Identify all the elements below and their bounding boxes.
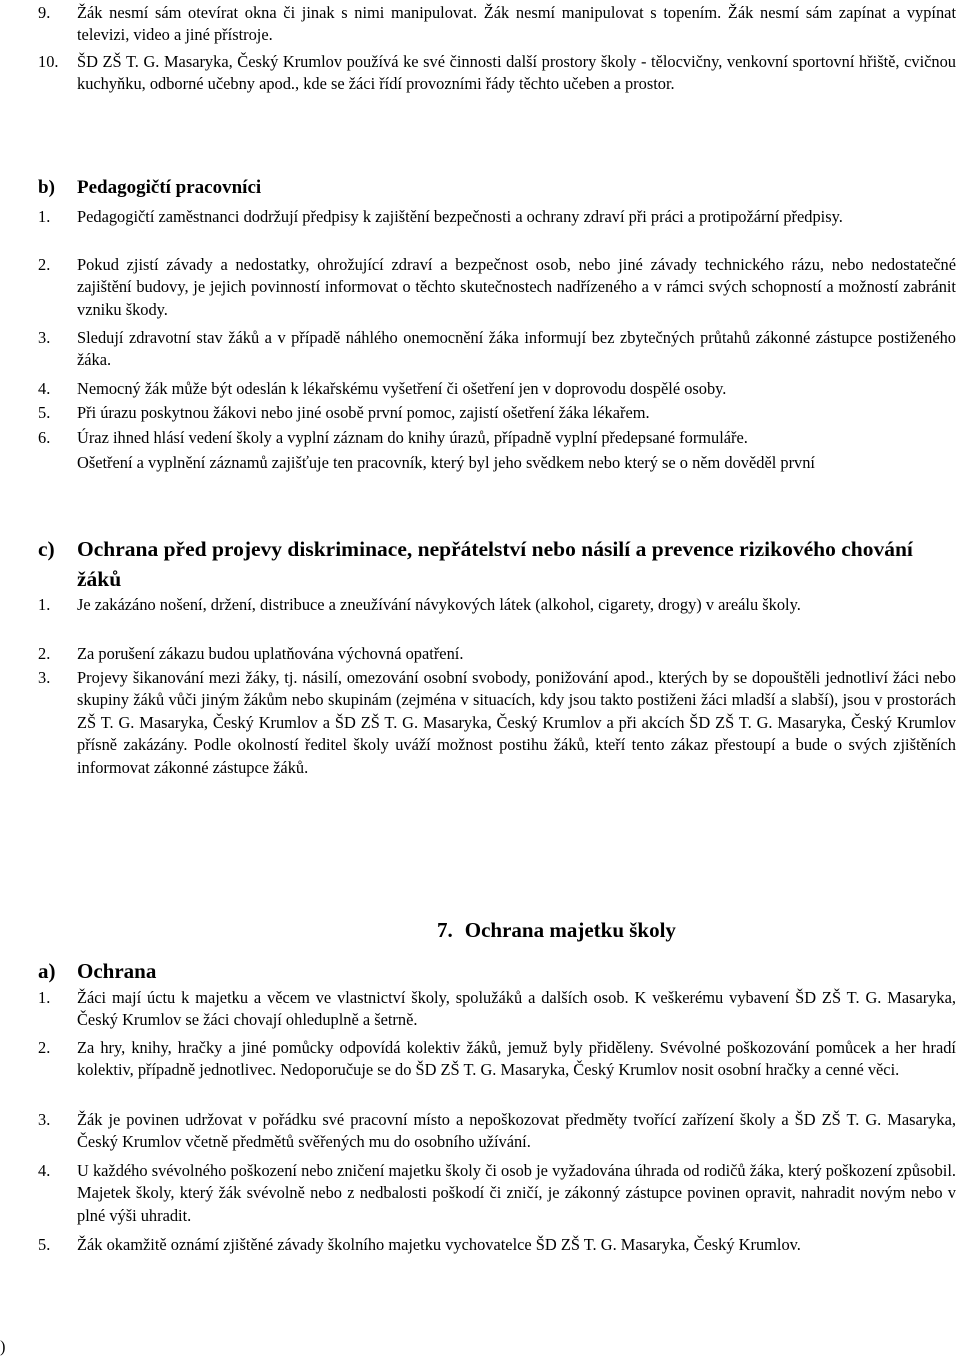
list-item-9: [38, 2, 956, 47]
item-text: Za porušení zákazu budou uplatňována výchovná opatření.: [77, 644, 464, 663]
section-title: Ochrana: [77, 959, 157, 983]
list-item-10: [38, 51, 956, 96]
item-text: Je zakázáno nošení, držení, distribuce a zneužívání návykových látek (alkohol, cigarety, drogy) v areálu školy.: [77, 595, 801, 614]
list-item: [38, 987, 956, 1032]
item-text: U každého svévolného poškození nebo zničení majetku školy či osob je vyžadována úhrada od rodičů žáka, který poškození způsobil. Majetek školy, který žák svévolně nebo z nedbalosti poškodí či zničí, je zákonný zástupce povinen opravit, nahradit novým nebo v plné výši uhradit.: [77, 1161, 956, 1225]
list-item: [38, 402, 956, 424]
item-number: 3.: [38, 1110, 51, 1129]
item-number: 5.: [38, 403, 51, 422]
list-item: [38, 1160, 956, 1227]
chapter-title: Ochrana majetku školy: [464, 918, 676, 942]
item-text: Při úrazu poskytnou žákovi nebo jiné osobě první pomoc, zajistí ošetření žáka lékařem.: [77, 403, 650, 422]
chapter-number: 7.: [437, 918, 453, 942]
section-c-heading: [38, 534, 956, 594]
list-item: [38, 427, 956, 449]
section-letter: a): [38, 959, 56, 983]
item-number: 2.: [38, 1038, 51, 1057]
item-number: 1.: [38, 988, 51, 1007]
list-item: [38, 1234, 956, 1256]
list-item: [38, 206, 956, 228]
item-number: 2.: [38, 255, 51, 274]
item-number: 3.: [38, 668, 51, 687]
item-number: 9.: [38, 3, 51, 22]
stray-parenthesis: ): [0, 1337, 6, 1356]
item-number: 1.: [38, 595, 51, 614]
item-number: 2.: [38, 644, 51, 663]
item-text: ŠD ZŠ T. G. Masaryka, Český Krumlov používá ke své činnosti další prostory školy - tělocvičny, venkovní sportovní hřiště, cvičnou kuchyňku, odborné učebny apod., kde se žáci řídí provozními řády těchto učeben a prostor.: [77, 52, 956, 94]
item-number: 4.: [38, 1161, 51, 1180]
item-number: 10.: [38, 52, 59, 71]
item-number: 6.: [38, 428, 51, 447]
section-a-heading: [38, 957, 956, 985]
item-text: Za hry, knihy, hračky a jiné pomůcky odpovídá kolektiv žáků, jemuž byly přiděleny. Svévolné poškozování pomůcek a her hradí kolektiv, případně jednotlivec. Nedoporučuje se do ŠD ZŠ T. G. Masaryka, Český Krumlov nosit osobní hračky a cenné věci.: [77, 1038, 956, 1080]
chapter-heading: [437, 916, 676, 944]
section-letter: b): [38, 177, 55, 198]
section-b-heading: [38, 176, 956, 200]
item-text: Projevy šikanování mezi žáky, tj. násilí, omezování osobní svobody, ponižování apod., kterých by se dopouštěli jednotliví žáci nebo skupiny žáků vůči jiným žákům nebo skupinám (zejména v situacích, kdy jsou takto postiženi žáci mladší a slabší), jsou v prostorách ZŠ T. G. Masaryka, Český Krumlov a ŠD ZŠ T. G. Masaryka, Český Krumlov a při akcích ŠD ZŠ T. G. Masaryka, Český Krumlov přísně zakázány. Podle okolností ředitel školy uváží možnost postihu žáků, kteří tento zákaz přestoupí a bude o svých zjištěních informovat zákonné zástupce žáků.: [77, 668, 956, 777]
list-item: [38, 254, 956, 321]
list-item: [38, 1109, 956, 1154]
item-text: Sledují zdravotní stav žáků a v případě náhlého onemocnění žáka informují bez zbytečných průtahů zákonné zástupce postiženého žáka.: [77, 328, 956, 370]
section-title: Pedagogičtí pracovníci: [77, 177, 262, 198]
item-text: Žák nesmí sám otevírat okna či jinak s nimi manipulovat. Žák nesmí manipulovat s topením. Žák nesmí sám zapínat a vypínat televizi, video a jiné přístroje.: [77, 3, 956, 45]
continuation-paragraph: Ošetření a vyplnění záznamů zajišťuje ten pracovník, který byl jeho svědkem nebo který se o něm dověděl první: [77, 453, 815, 472]
item-text: Pedagogičtí zaměstnanci dodržují předpisy k zajištění bezpečnosti a ochrany zdraví při práci a protipožární předpisy.: [77, 207, 843, 226]
item-text: Nemocný žák může být odeslán k lékařskému vyšetření či ošetření jen v doprovodu dospělé osoby.: [77, 379, 727, 398]
section-letter: c): [38, 537, 55, 561]
item-number: 4.: [38, 379, 51, 398]
list-item: [38, 327, 956, 372]
list-item: [38, 667, 956, 779]
item-number: 3.: [38, 328, 51, 347]
list-item: [38, 378, 956, 400]
item-number: 1.: [38, 207, 51, 226]
section-title: Ochrana před projevy diskriminace, nepřátelství nebo násilí a prevence rizikového chování žáků: [77, 537, 913, 591]
item-text: Žáci mají úctu k majetku a věcem ve vlastnictví školy, spolužáků a dalších osob. K veškerému vybavení ŠD ZŠ T. G. Masaryka, Český Krumlov se žáci chovají ohleduplně a šetrně.: [77, 988, 956, 1030]
item-number: 5.: [38, 1235, 51, 1254]
list-item: [38, 594, 956, 616]
item-text: Pokud zjistí závady a nedostatky, ohrožující zdraví a bezpečnost osob, nebo jiné závady technického rázu, nebo nedostatečné zajištění budovy, je jejich povinností informovat o těchto skutečnostech nadřízeného a v rámci svých schopností a možností zabránit vzniku škody.: [77, 255, 956, 319]
item-text: Úraz ihned hlásí vedení školy a vyplní záznam do knihy úrazů, případně vyplní předepsané formuláře.: [77, 428, 748, 447]
list-item: [38, 643, 956, 665]
item-text: Žák je povinen udržovat v pořádku své pracovní místo a nepoškozovat předměty tvořící zařízení školy a ŠD ZŠ T. G. Masaryka, Český Krumlov včetně předmětů svěřených mu do osobního užívání.: [77, 1110, 956, 1152]
item-text: Žák okamžitě oznámí zjištěné závady školního majetku vychovatelce ŠD ZŠ T. G. Masaryka, Český Krumlov.: [77, 1235, 801, 1254]
list-item: [38, 1037, 956, 1082]
